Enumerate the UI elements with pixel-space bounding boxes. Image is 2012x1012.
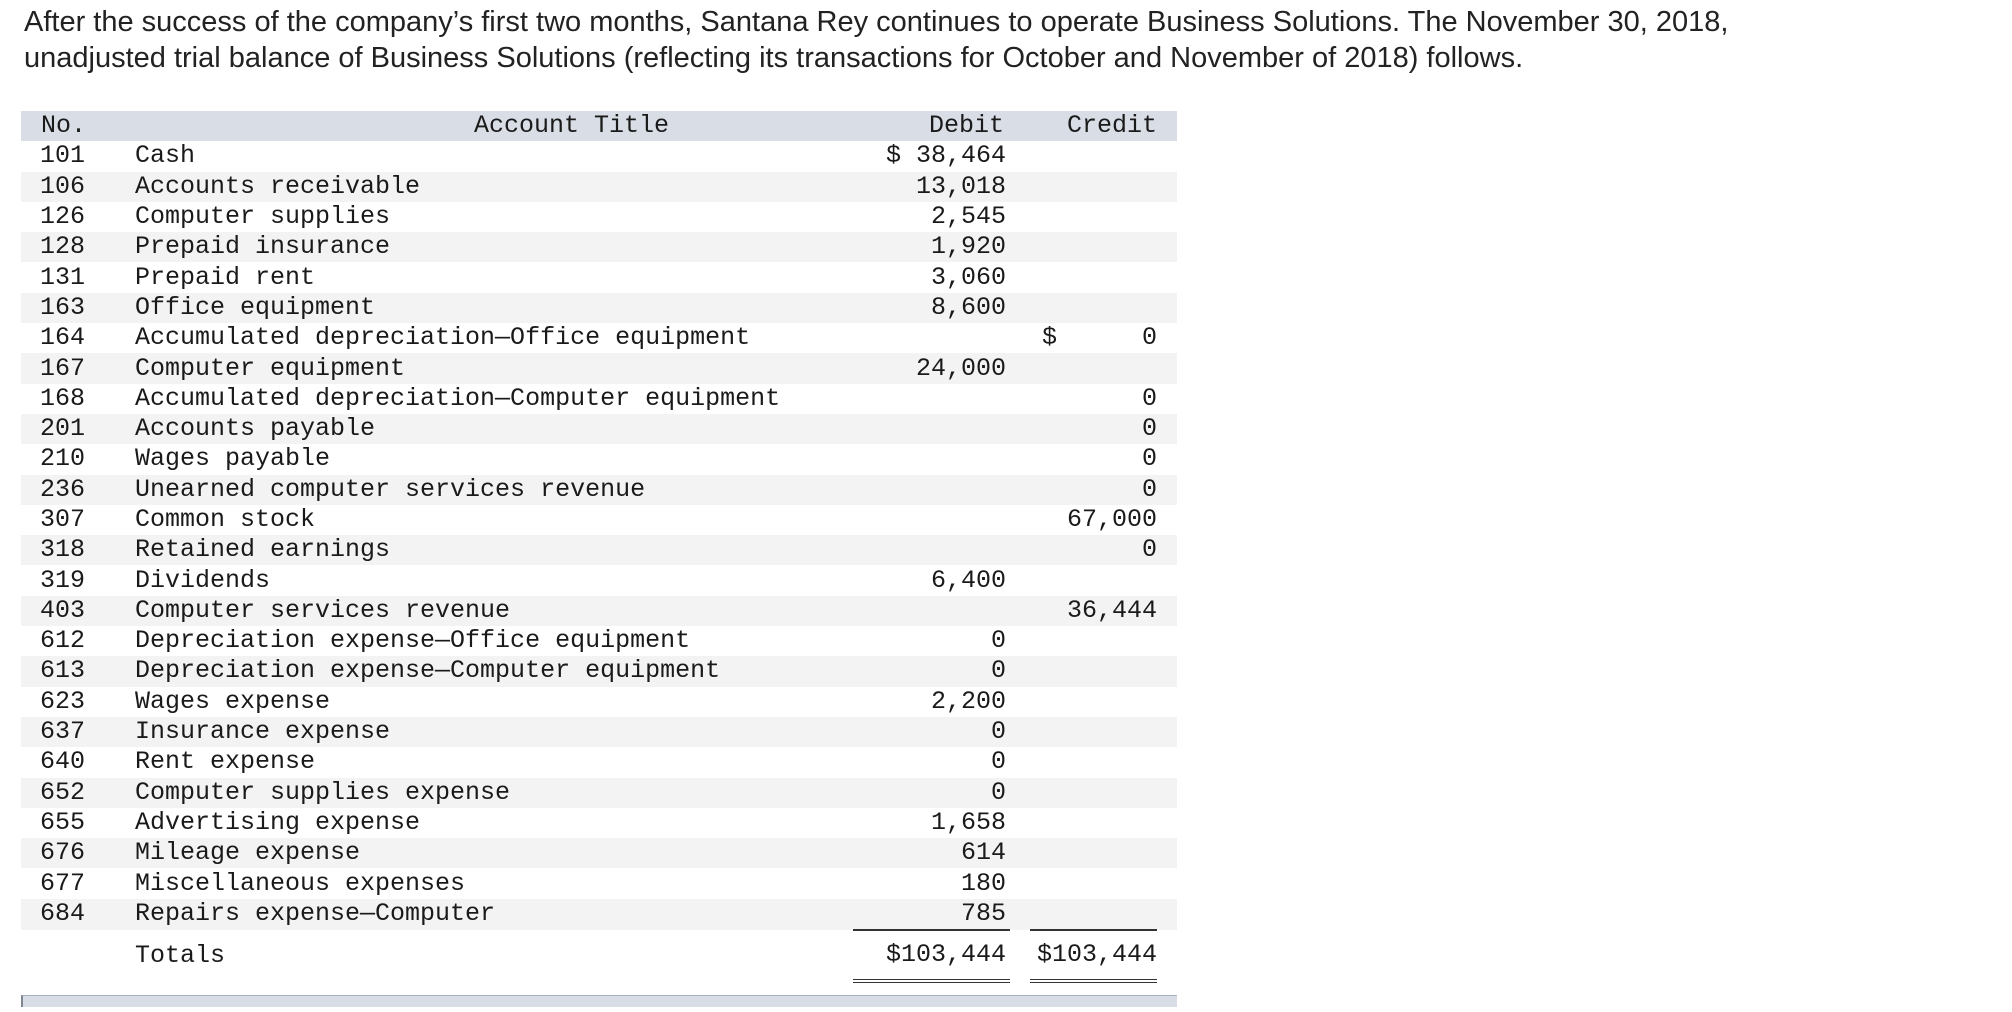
account-number: 307	[39, 505, 85, 534]
table-row	[21, 475, 1177, 505]
account-title: Retained earnings	[135, 535, 391, 565]
account-title: Unearned computer services revenue	[135, 474, 646, 504]
credit-dollar-sign	[1030, 596, 1042, 626]
account-number: 167	[39, 353, 85, 383]
account-title: Wages expense	[135, 686, 331, 716]
credit-amount: 0	[1141, 474, 1157, 504]
table-row	[21, 505, 1177, 535]
debit-amount: 0	[990, 747, 1006, 777]
table-row	[21, 808, 1177, 838]
account-number: 101	[39, 141, 85, 171]
account-number: 652	[39, 777, 85, 807]
credit-dollar-sign: $	[1042, 323, 1058, 353]
header-no: No.	[41, 111, 87, 141]
account-number: 655	[39, 807, 85, 837]
header-account-title: Account Title	[474, 111, 670, 141]
credit-amount: 0	[1141, 383, 1157, 413]
account-title: Office equipment	[135, 292, 376, 322]
debit-amount	[853, 323, 1010, 353]
debit-amount: $ 38,464	[885, 141, 1006, 171]
account-number: 131	[39, 262, 85, 292]
debit-amount	[853, 535, 1010, 565]
debit-amount: 6,400	[930, 565, 1006, 595]
trial-balance-container	[21, 111, 1177, 983]
header-credit: Credit	[1066, 111, 1157, 141]
account-number: 163	[39, 292, 85, 322]
debit-amount: 2,545	[930, 202, 1006, 232]
table-row	[21, 747, 1177, 777]
debit-amount: 1,920	[930, 232, 1006, 262]
account-number: 318	[39, 535, 85, 565]
table-row	[21, 656, 1177, 686]
table-row	[21, 444, 1177, 474]
credit-amount: 36,444	[1066, 595, 1157, 625]
table-row	[21, 565, 1177, 595]
trial-balance-table	[21, 111, 1177, 983]
credit-amount: 0	[1141, 414, 1157, 444]
account-title: Prepaid insurance	[135, 232, 391, 262]
credit-amount: 0	[1141, 444, 1157, 474]
debit-amount: 0	[990, 656, 1006, 686]
credit-amount: 0	[1141, 535, 1157, 565]
table-row	[21, 414, 1177, 444]
totals-label: Totals	[135, 940, 226, 970]
account-title: Computer equipment	[135, 353, 406, 383]
table-row	[21, 202, 1177, 232]
account-title: Insurance expense	[135, 717, 391, 747]
totals-row	[21, 930, 1177, 981]
debit-amount: 614	[960, 838, 1006, 868]
table-row	[21, 899, 1177, 930]
account-number: 613	[39, 656, 85, 686]
account-title: Accounts payable	[135, 414, 376, 444]
debit-amount: 8,600	[930, 292, 1006, 322]
totals-debit: $103,444	[853, 930, 1010, 981]
account-title: Common stock	[135, 505, 316, 534]
table-header-row	[21, 111, 1177, 141]
horizontal-scrollbar[interactable]	[21, 995, 1177, 1007]
table-row	[21, 172, 1177, 202]
intro-line-2: unadjusted trial balance of Business Solutions (reflecting its transactions for October and November of 2018) follows.	[24, 42, 1524, 74]
account-title: Accounts receivable	[135, 171, 421, 201]
debit-amount: 785	[960, 898, 1006, 928]
account-number: 637	[39, 717, 85, 747]
account-number: 236	[39, 474, 85, 504]
table-row	[21, 626, 1177, 656]
account-number: 201	[39, 414, 85, 444]
account-number: 164	[39, 323, 85, 353]
account-title: Computer services revenue	[135, 595, 511, 625]
problem-intro	[24, 4, 1984, 76]
account-title: Depreciation expense—Office equipment	[135, 626, 691, 656]
account-title: Repairs expense—Computer	[135, 899, 496, 929]
debit-amount	[853, 596, 1010, 626]
credit-dollar-sign	[1030, 475, 1042, 505]
account-number: 210	[39, 444, 85, 474]
table-row	[21, 596, 1177, 626]
intro-line-1: After the success of the company’s first two months, Santana Rey continues to operate Business Solutions. The November 30, 2018,	[24, 6, 1729, 38]
table-row	[21, 535, 1177, 565]
account-title: Rent expense	[135, 747, 316, 777]
debit-amount: 180	[960, 868, 1006, 898]
table-row	[21, 262, 1177, 292]
account-number: 623	[39, 686, 85, 716]
account-number: 128	[39, 232, 85, 262]
account-number: 677	[39, 868, 85, 898]
account-title: Depreciation expense—Computer equipment	[135, 656, 721, 686]
account-title: Advertising expense	[135, 807, 421, 837]
account-number: 106	[39, 171, 85, 201]
credit-dollar-sign	[1030, 535, 1042, 565]
account-number: 684	[39, 899, 85, 929]
debit-amount: 13,018	[915, 171, 1006, 201]
account-title: Accumulated depreciation—Computer equipment	[135, 383, 781, 413]
account-title: Prepaid rent	[135, 262, 316, 292]
account-number: 168	[39, 383, 85, 413]
table-row	[21, 232, 1177, 262]
credit-dollar-sign	[1030, 384, 1042, 414]
account-number: 676	[39, 838, 85, 868]
table-row	[21, 838, 1177, 868]
account-title: Accumulated depreciation—Office equipment	[135, 323, 751, 353]
account-title: Miscellaneous expenses	[135, 868, 466, 898]
credit-amount: 67,000	[1066, 505, 1157, 534]
table-row	[21, 141, 1177, 171]
debit-amount	[853, 384, 1010, 414]
debit-amount	[853, 414, 1010, 444]
header-debit: Debit	[928, 111, 1004, 141]
credit-dollar-sign	[1030, 414, 1042, 444]
debit-amount: 0	[990, 626, 1006, 656]
table-row	[21, 323, 1177, 353]
table-row	[21, 778, 1177, 808]
debit-amount: 24,000	[915, 353, 1006, 383]
account-title: Mileage expense	[135, 838, 361, 868]
account-number: 319	[39, 565, 85, 595]
debit-amount	[853, 505, 1010, 535]
debit-amount: 2,200	[930, 686, 1006, 716]
debit-amount	[853, 475, 1010, 505]
account-number: 126	[39, 202, 85, 232]
account-number: 640	[39, 747, 85, 777]
debit-amount: 1,658	[930, 807, 1006, 837]
account-number: 403	[39, 595, 85, 625]
account-title: Cash	[135, 141, 196, 171]
account-title: Dividends	[135, 565, 271, 595]
account-title: Wages payable	[135, 444, 331, 474]
debit-amount: 0	[990, 777, 1006, 807]
credit-dollar-sign	[1030, 444, 1042, 474]
debit-amount: 0	[990, 717, 1006, 747]
totals-credit: $103,444	[1036, 940, 1157, 970]
credit-dollar-sign	[1030, 505, 1042, 535]
table-row	[21, 293, 1177, 323]
table-row	[21, 687, 1177, 717]
debit-amount: 3,060	[930, 262, 1006, 292]
account-title: Computer supplies expense	[135, 777, 511, 807]
credit-amount: 0	[1141, 323, 1157, 353]
table-row	[21, 717, 1177, 747]
account-number: 612	[39, 626, 85, 656]
table-row	[21, 353, 1177, 383]
table-body	[21, 141, 1177, 930]
table-row	[21, 384, 1177, 414]
debit-amount	[853, 444, 1010, 474]
table-row	[21, 868, 1177, 898]
account-title: Computer supplies	[135, 202, 391, 232]
